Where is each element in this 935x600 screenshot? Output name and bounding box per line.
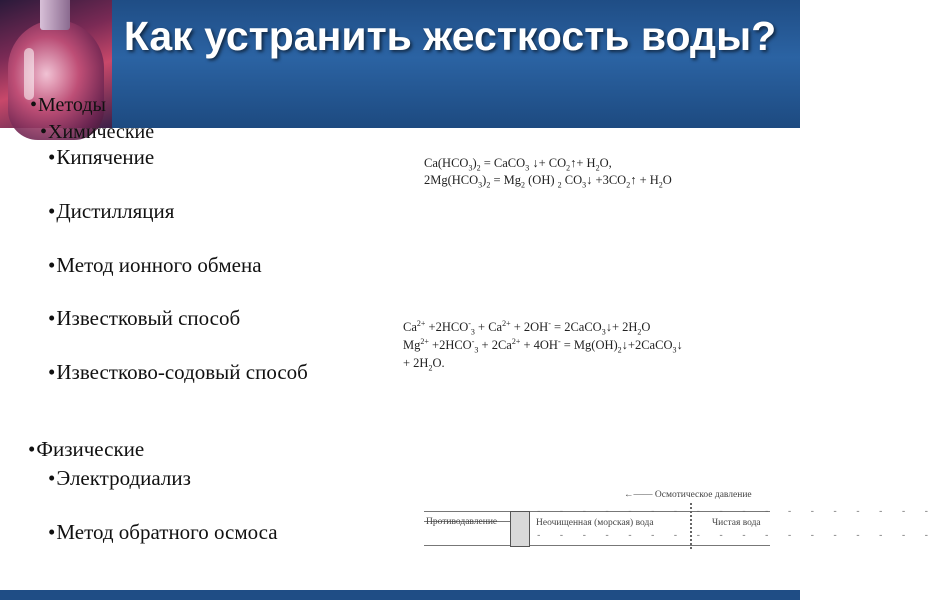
water-particles: - - - - - - - - - - - - - - - - - - bbox=[536, 531, 935, 541]
bullet-boiling: •Кипячение bbox=[48, 145, 155, 169]
slide-header bbox=[0, 0, 800, 128]
osmotic-pressure-label: ←—— Осмотическое давление bbox=[624, 490, 752, 500]
equation-lime-1: $Ca^{2+} +2HCO^-_3 + Ca^{2+} + 2OH^-$ = 2CaCO$_3$↓+ $2H_2O$ bbox=[403, 318, 651, 337]
bullet-lime-method: •Известковый способ bbox=[48, 306, 241, 330]
bullet-physical: •Физические bbox=[28, 437, 145, 461]
slide-footer-bar bbox=[0, 590, 800, 600]
bullet-methods: •Методы bbox=[30, 94, 106, 116]
bullet-reverse-osmosis: •Метод обратного осмоса bbox=[48, 520, 278, 544]
bullet-distillation: •Дистилляция bbox=[48, 199, 175, 223]
water-particles: - - - - - - - - - - - - - - - - - - bbox=[536, 507, 935, 517]
equation-lime-2: $Mg^{2+} +2HCO^-_3 + 2Ca^{2+} + 4OH^-$ = $Mg(OH)_2↓+2CaCO_3↓$ bbox=[403, 336, 683, 355]
equation-boiling-2: $2Mg(HCO_3)_2 = Mg_2$ (OH) $_2$ $CO_3↓$ $+3CO_2↑ + H_2O$ bbox=[424, 173, 672, 190]
pure-water-label: Чистая вода bbox=[712, 518, 761, 528]
pipe-bottom-line bbox=[424, 545, 770, 546]
reverse-osmosis-diagram bbox=[424, 485, 935, 555]
bullet-electrodialysis: •Электродиализ bbox=[48, 466, 191, 490]
counter-pressure-label: Противодавление bbox=[426, 517, 498, 527]
slide-title: Как устранить жесткость воды? bbox=[123, 13, 777, 59]
bullet-ion-exchange: •Метод ионного обмена bbox=[48, 253, 262, 277]
piston bbox=[510, 511, 530, 547]
seawater-label: Неочищенная (морская) вода bbox=[536, 518, 654, 528]
bullet-lime-soda-method: •Известково-содовый способ bbox=[48, 360, 308, 384]
bullet-chemical: •Химические bbox=[40, 121, 155, 143]
equation-boiling-1: $Ca(HCO_3)_2$ = CaCO$_3$ ↓+ $CO_2↑+ H_2O$, bbox=[424, 156, 612, 173]
equation-lime-3: + $2H_2O$. bbox=[403, 356, 445, 373]
